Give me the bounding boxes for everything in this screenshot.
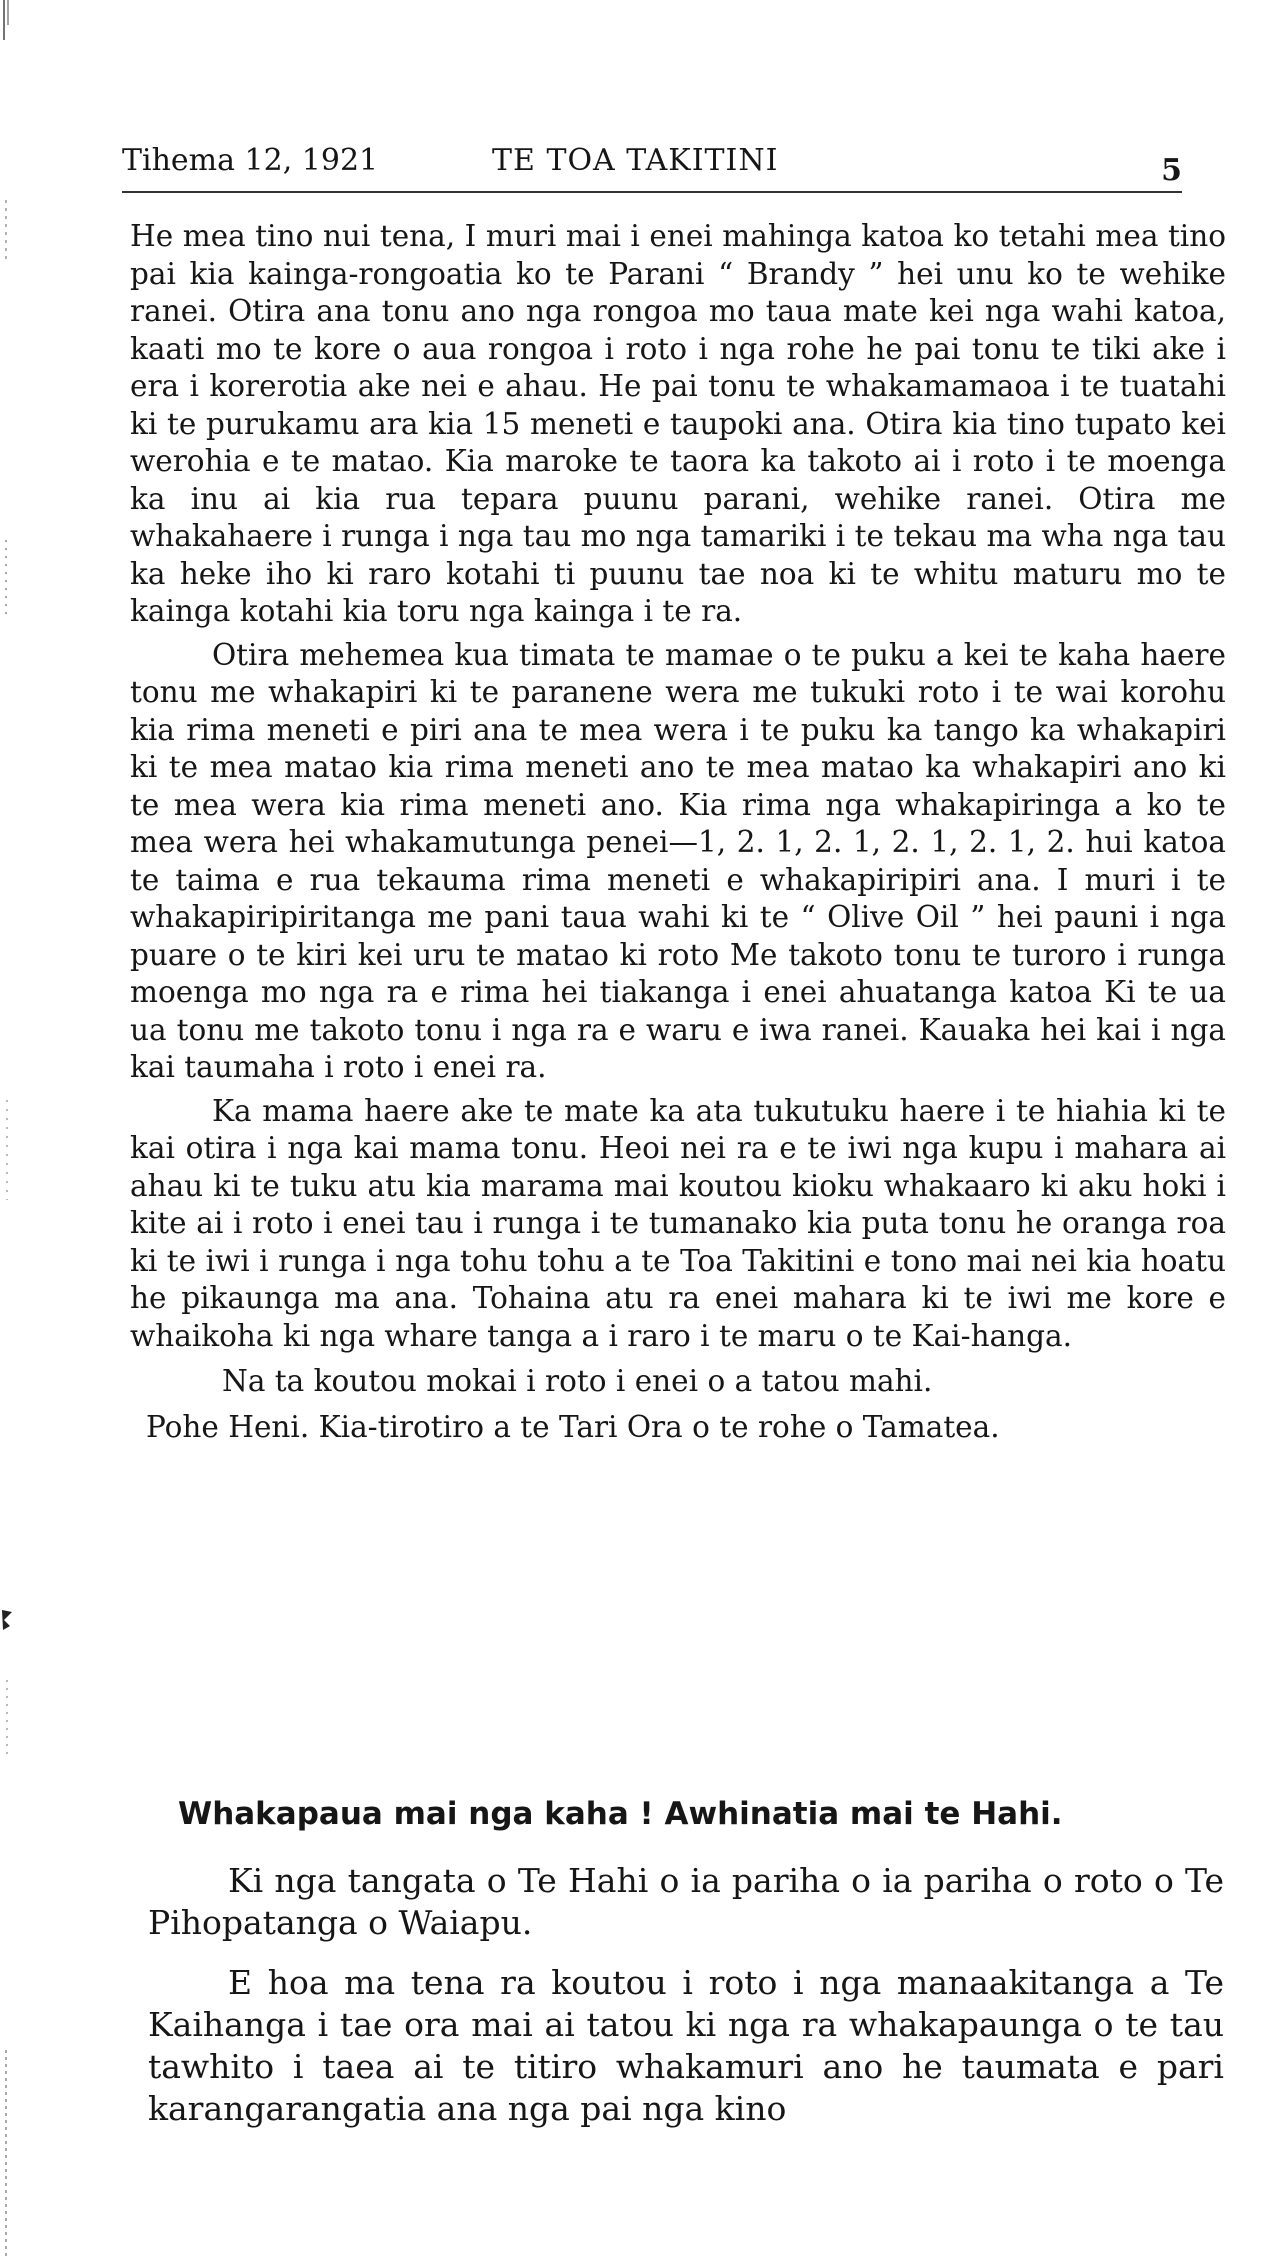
scan-margin-marks <box>0 0 14 2256</box>
body-paragraph-1: He mea tino nui tena, I muri mai i enei mahinga katoa ko tetahi mea tino pai kia kainga-rongoatia ko te Parani “ Brandy ” hei unu ko te wehike ranei. Otira ana tonu ano nga rongoa mo taua mate kei nga wahi katoa, kaati mo te kore o aua rongoa i roto i nga rohe he pai tonu te tiki ake i era i korerotia ake nei e ahau. He pai tonu te whakamamaoa i te tuatahi ki te purukamu ara kia 15 meneti e taupoki ana. Otira kia tino tupato kei werohia e te matao. Kia maroke te taora ka takoto ai i roto i te moenga ka inu ai kia rua tepara puunu parani, wehike ranei. Otira me whakahaere i runga i nga tau mo nga tamariki i te tekau ma wha nga tau ka heke iho ki raro kotahi ti puunu tae noa ki te whitu maturu mo te kainga kotahi kia toru nga kainga i te ra. <box>130 219 1226 628</box>
running-header <box>122 143 1182 193</box>
section-paragraph-2: E hoa ma tena ra koutou i roto i nga manaakitanga a Te Kaihanga i tae ora mai ai tatou ki nga ra whakapaunga o te tau tawhito i taea ai te titiro whakamuri ano he taumata e pari karangarangatia ana nga pai nga kino <box>148 1963 1224 2128</box>
article-body <box>130 218 1226 1446</box>
page-number: 5 <box>1161 153 1182 188</box>
signature-line: Pohe Heni. Kia-tirotiro a te Tari Ora o te rohe o Tamatea. <box>146 1409 1000 1444</box>
header-date: Tihema 12, 1921 <box>122 143 379 178</box>
section-paragraph-1: Ki nga tangata o Te Hahi o ia pariha o ia pariha o roto o Te Pihopatanga o Waiapu. <box>148 1861 1224 1942</box>
header-title: TE TOA TAKITINI <box>492 143 779 178</box>
body-paragraph-2: Otira mehemea kua timata te mamae o te puku a kei te kaha haere tonu me whakapiri ki te paranene wera me tukuki roto i te wai korohu kia rima meneti e piri ana te mea wera i te puku ka tango ka whakapiri ki te mea matao kia rima meneti ano te mea matao ka whakapiri ano ki te mea wera kia rima meneti ano. Kia rima nga whakapiringa a ko te mea wera hei whakamutunga penei—1, 2. 1, 2. 1, 2. 1, 2. 1, 2. hui katoa te taima e rua tekauma rima meneti e whakapiripiri ana. I muri i te whakapiripiritanga me pani taua wahi ki te “ Olive Oil ” hei pauni i nga puare o te kiri kei uru te matao ki roto Me takoto tonu te turoro i runga moenga mo nga ra e rima hei tiakanga i enei ahuatanga katoa Ki te ua ua tonu me takoto tonu i nga ra e waru e iwa ranei. Kauaka hei kai i nga kai taumaha i roto i enei ra. <box>130 637 1226 1084</box>
section-heading: Whakapaua mai nga kaha ! Awhinatia mai te Hahi. <box>178 1796 1063 1832</box>
body-paragraph-3: Ka mama haere ake te mate ka ata tukutuku haere i te hiahia ki te kai otira i nga kai mama tonu. Heoi nei ra e te iwi nga kupu i mahara ai ahau ki te tuku atu kia marama mai koutou kioku whakaaro ki aku hoki i kite ai i roto i enei tau i runga i te tumanako kia puta tonu he oranga roa ki te iwi i runga i nga tohu tohu a te Toa Takitini e tono mai nei kia hoatu he pikaunga ma ana. Tohaina atu ra enei mahara ki te iwi me kore e whaikoha ki nga whare tanga a i raro i te maru o te Kai-hanga. <box>130 1093 1226 1353</box>
section-body <box>148 1860 1224 2130</box>
closing-line: Na ta koutou mokai i roto i enei o a tatou mahi. <box>222 1364 933 1398</box>
